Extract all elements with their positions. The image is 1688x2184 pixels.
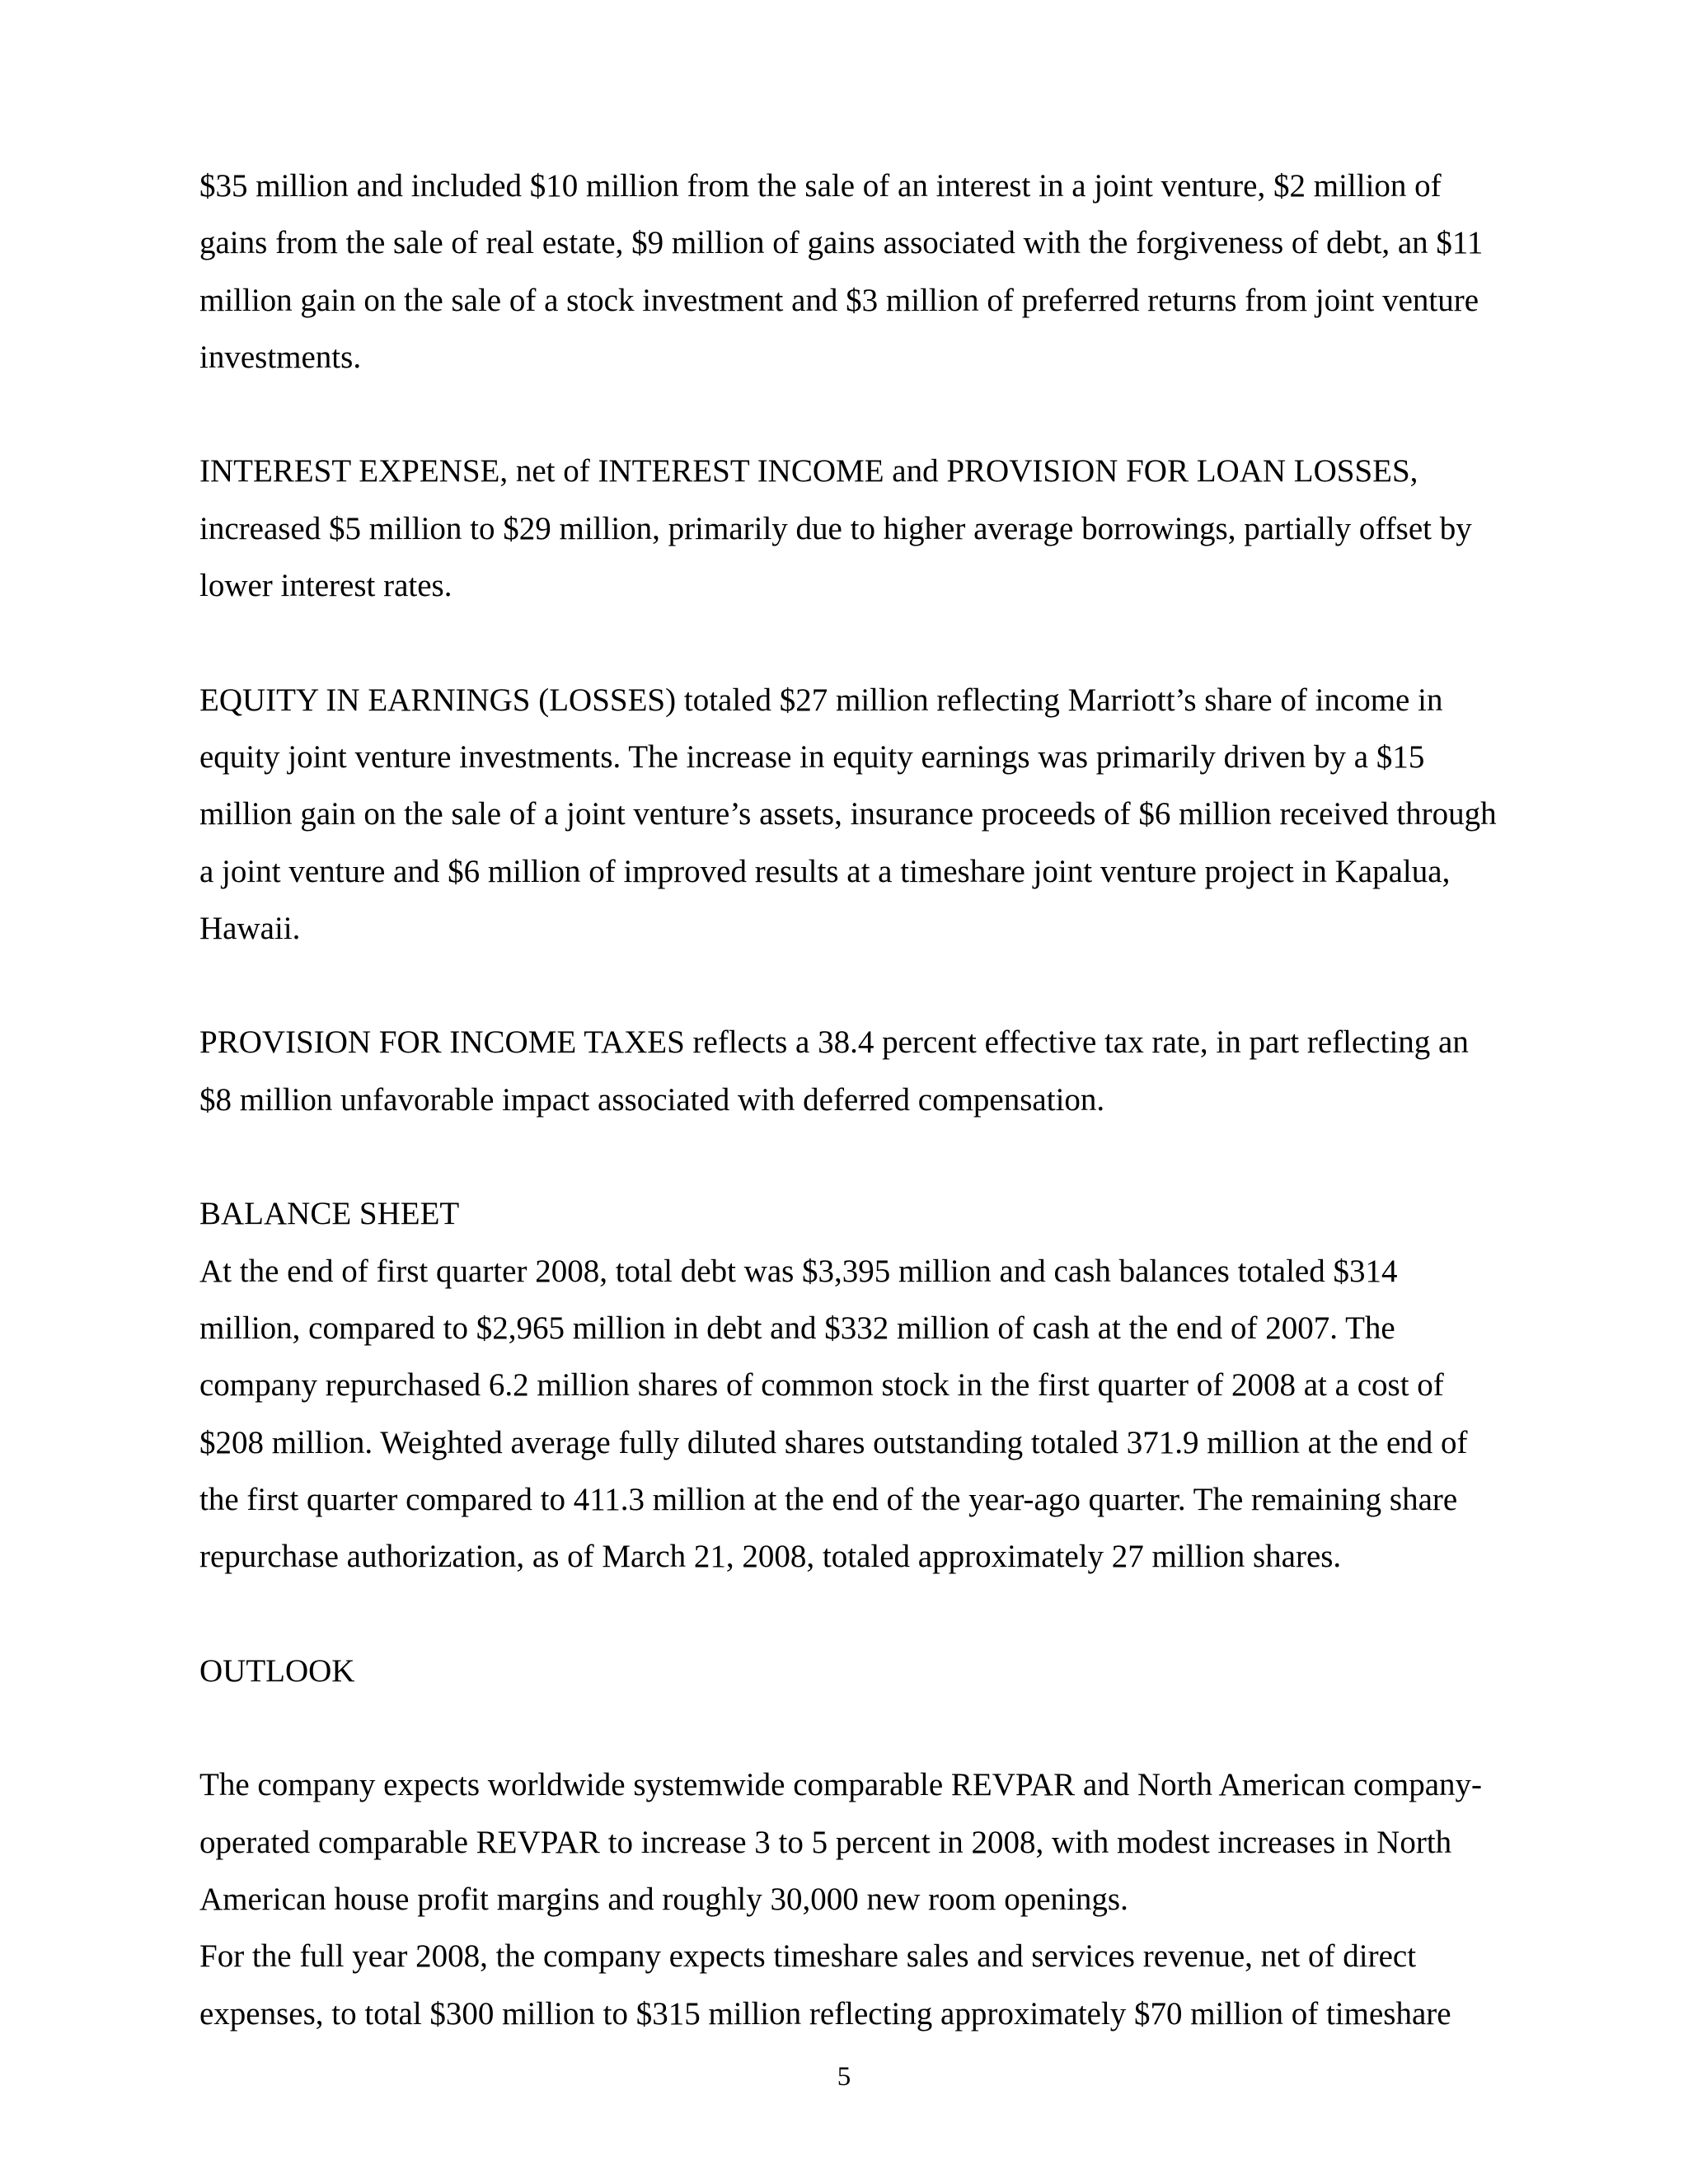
paragraph-spacer [199,386,1502,443]
paragraph-spacer [199,1699,1502,1756]
paragraph-revpar-outlook: The company expects worldwide systemwide comparable REVPAR and North American company-operated comparable REVPAR to increase 3 to 5 percent in 2008, with modest increases in North American house profit margins and roughly 30,000 new room openings. [199,1767,1483,1917]
paragraph-gains: $35 million and included $10 million from the sale of an interest in a joint venture, $2 million of gains from the sale of real estate, $9 million of gains associated with the forgiveness of debt, an $11 million gain on the sale of a stock investment and $3 million of preferred returns from joint venture investments. [199,168,1484,375]
paragraph-spacer [199,957,1502,1014]
paragraph-income-taxes: PROVISION FOR INCOME TAXES reflects a 38.4 percent effective tax rate, in part reflecting an $8 million unfavorable impact associated with deferred compensation. [199,1024,1469,1118]
section-heading-balance-sheet: BALANCE SHEET [199,1196,460,1232]
paragraph-spacer [199,1585,1502,1642]
document-body [199,157,1502,2042]
paragraph-spacer [199,1128,1502,1185]
paragraph-balance-sheet: At the end of first quarter 2008, total debt was $3,395 million and cash balances totaled $314 million, compared to $2,965 million in debt and $332 million of cash at the end of 2007. The company repurchased 6.2 million shares of common stock in the first quarter of 2008 at a cost of $208 million. Weighted average fully diluted shares outstanding totaled 371.9 million at the end of the first quarter compared to 411.3 million at the end of the year-ago quarter. The remaining share repurchase authorization, as of March 21, 2008, totaled approximately 27 million shares. [199,1253,1468,1575]
paragraph-interest-expense: INTEREST EXPENSE, net of INTEREST INCOME and PROVISION FOR LOAN LOSSES, increased $5 million to $29 million, primarily due to higher average borrowings, partially offset by lower interest rates. [199,453,1472,604]
page-number: 5 [837,2062,851,2092]
section-heading-outlook: OUTLOOK [199,1652,355,1689]
paragraph-equity-earnings: EQUITY IN EARNINGS (LOSSES) totaled $27 million reflecting Marriott’s share of income in equity joint venture investments. The increase in equity earnings was primarily driven by a $15 million gain on the sale of a joint venture’s assets, insurance proceeds of $6 million received through a joint venture and $6 million of improved results at a timeshare joint venture project in Kapalua, Hawaii. [199,682,1497,946]
paragraph-spacer [199,614,1502,671]
paragraph-timeshare-outlook: For the full year 2008, the company expects timeshare sales and services revenue, net of direct expenses, to total $300 million to $315 million reflecting approximately $70 million of timeshare [199,1938,1451,2032]
